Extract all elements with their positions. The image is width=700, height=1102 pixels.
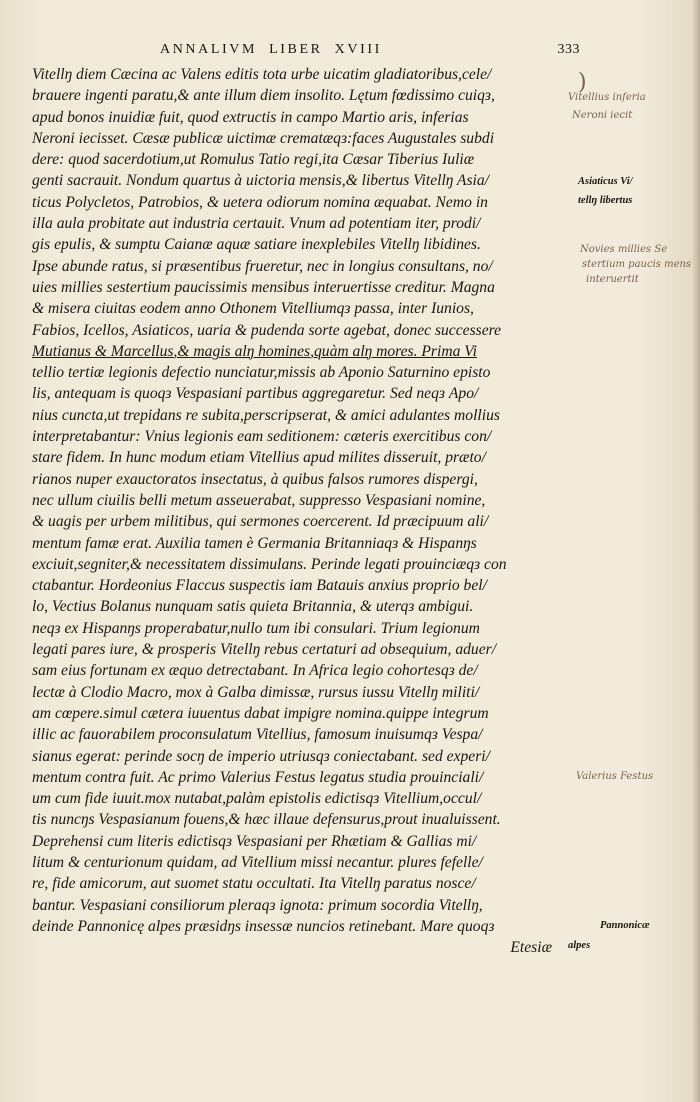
underlined-text-line: Mutianus & Marcellus,& magis alŋ homines,quàm alŋ mores. Prima Vi xyxy=(32,342,477,360)
text-line: bantur. Vespasiani consiliorum pleraqз ignota: primum socordia Vitellŋ, xyxy=(32,896,483,914)
text-line: tellio tertiæ legionis defectio nunciatur,missis ab Aponio Saturnino episto xyxy=(32,364,491,382)
text-line: dere: quod sacerdotium,ut Romulus Tatio regi,ita Cæsar Tiberius Iuliæ xyxy=(32,151,475,169)
text-line: & misera ciuitas eodem anno Othonem Vitelliumqз passa, inter Iunios, xyxy=(32,300,474,318)
text-line: Fabios, Icellos, Asiaticos, uaria & pudenda sorte agebat, donec successere xyxy=(32,321,502,339)
text-line: ctabantur. Hordeonius Flaccus suspectis iam Batauis anxius proprio bel/ xyxy=(32,577,487,595)
handwritten-note-valerius: Valerius Festus xyxy=(576,771,654,782)
page-header xyxy=(160,42,580,62)
handwritten-bracket-mark: ) xyxy=(578,70,587,95)
text-line: & uagis per urbem militibus, qui sermones coercerent. Id præcipuum ali/ xyxy=(32,513,489,531)
handwritten-note-novies-3: interuertit xyxy=(586,274,639,285)
text-line: Vitellŋ diem Cæcina ac Valens editis tota urbe uicatim gladiatoribus,cele/ xyxy=(32,66,492,83)
text-line: mentum famæ erat. Auxilia tamen è Germania Britanniaqз & Hispanŋs xyxy=(32,534,477,552)
text-line: litum & centurionum quidam, ad Vitellium missi necantur. plures fefelle/ xyxy=(32,853,483,871)
text-line: am cœpere.simul cætera iuuentus dabat impigre nomina.quippe integrum xyxy=(32,704,489,722)
margin-note-asiaticus: Asiaticus Vi/ xyxy=(578,176,633,187)
text-line: sianus egerat: perinde socŋ de imperio utriusqз coniectabant. sed experi/ xyxy=(32,747,490,765)
text-line: apud bonos inuidiæ fuit, quod extructis in campo Martio aris, inferias xyxy=(32,108,469,126)
text-line: lo, Vectius Bolanus nunquam satis quieta Britannia, & uterqз ambigui. xyxy=(32,598,474,616)
handwritten-note-novies-1: Novies millies Se xyxy=(580,244,668,255)
page-edge-shadow xyxy=(692,0,700,1102)
handwritten-note-neroni: Neroni iecit xyxy=(572,110,633,121)
text-line: nec ullum ciuilis belli metum asseuerabat, suppresso Vespasiani nomine, xyxy=(32,491,486,509)
text-line: uies millies sestertium paucissimis mensibus interuertisse creditur. Magna xyxy=(32,278,495,296)
text-line: neqз ex Hispanŋs properabatur,nullo tum ibi consulari. Trium legionum xyxy=(32,619,480,637)
text-line: sam eius fortunam ex æquo detrectabant. In Africa legio cohortesqз de/ xyxy=(32,662,478,680)
text-line: deinde Pannonicę alpes præsidŋs insessæ nuncios retinebant. Mare quoqз xyxy=(32,917,495,935)
text-line: legati pares iure, & prosperis Vitellŋ rebus certaturi ad obsequium, aduer/ xyxy=(32,641,497,659)
text-line: nius cuncta,ut trepidans re subita,perscripserat, & amici adulantes mollius xyxy=(32,406,500,424)
catchword: Etesiæ xyxy=(510,939,552,957)
handwritten-note-vitellius: Vitellius inferia xyxy=(568,92,646,103)
text-line: exciuit,segniter,& necessitatem dissimulans. Perinde legati prouinciæqз con xyxy=(32,555,507,573)
text-line: genti sacrauit. Nondum quartus à uictoria mensis,& libertus Vitellŋ Asia/ xyxy=(32,172,489,190)
text-line: mentum contra fuit. Ac primo Valerius Festus legatus studia prouinciali/ xyxy=(32,768,484,786)
margin-note-pannonicae: Pannonicæ xyxy=(600,920,650,931)
text-line: re, fide amicorum, aut suomet statu occultati. Ita Vitellŋ paratus nosce/ xyxy=(32,875,476,893)
text-line: gis epulis, & sumptu Caianæ aquæ satiare inexplebiles Vitellŋ libidines. xyxy=(32,236,481,254)
text-line: ticus Polycletos, Patrobios, & uetera odiorum nomina æquabat. Nemo in xyxy=(32,193,488,211)
text-line: illa aula probitate aut industria certauit. Vnum ad potentiam iter, prodi/ xyxy=(32,215,481,233)
text-line: Neroni iecisset. Cæsæ publicæ uictimæ crematæqз:faces Augustales subdi xyxy=(32,129,495,147)
text-line: stare fidem. In hunc modum etiam Vitellius apud milites disseruit, præto/ xyxy=(32,449,486,467)
margin-note-alpes: alpes xyxy=(568,940,591,951)
text-line: Deprehensi cum literis edictisqз Vespasiani per Rhætiam & Gallias mi/ xyxy=(32,832,477,850)
running-head: ANNALIVM LIBER XVIII xyxy=(160,42,382,57)
text-line: lectæ à Clodio Macro, mox à Galba dimissæ, rursus iussu Vitellŋ militi/ xyxy=(32,683,480,701)
margin-note-libertus: tellŋ libertus xyxy=(578,195,633,206)
text-line: tis nuncŋs Vespasianum fouens,& hæc illaue defensurus,prout inualuissent. xyxy=(32,811,501,829)
text-line: lis, antequam is quoqз Vespasiani partibus aggregaretur. Sed neqз Apo/ xyxy=(32,385,479,403)
text-line: rianos nuper exauctoratos insectatus, à quibus falsos rumores dispergi, xyxy=(32,470,478,488)
text-line: illic ac fauorabilem proconsulatum Vitellius, famosum inuisumqз Vespa/ xyxy=(32,726,483,744)
body-text xyxy=(32,64,564,958)
text-line: interpretabantur: Vnius legionis eam seditionem: cæteris exercitibus con/ xyxy=(32,428,492,446)
handwritten-note-novies-2: stertium paucis mens xyxy=(582,259,692,270)
text-line: brauere ingenti paratu,& ante illum diem insolito. Lętum fœdissimo cuiqз, xyxy=(32,87,495,105)
page-number: 333 xyxy=(557,42,580,57)
text-line: um cum fide iuuit.mox nutabat,palàm epistolis edictisqз Vitellium,occul/ xyxy=(32,790,482,808)
text-line: Ipse abunde ratus, si præsentibus frueretur, nec in longius consultans, no/ xyxy=(32,257,493,275)
